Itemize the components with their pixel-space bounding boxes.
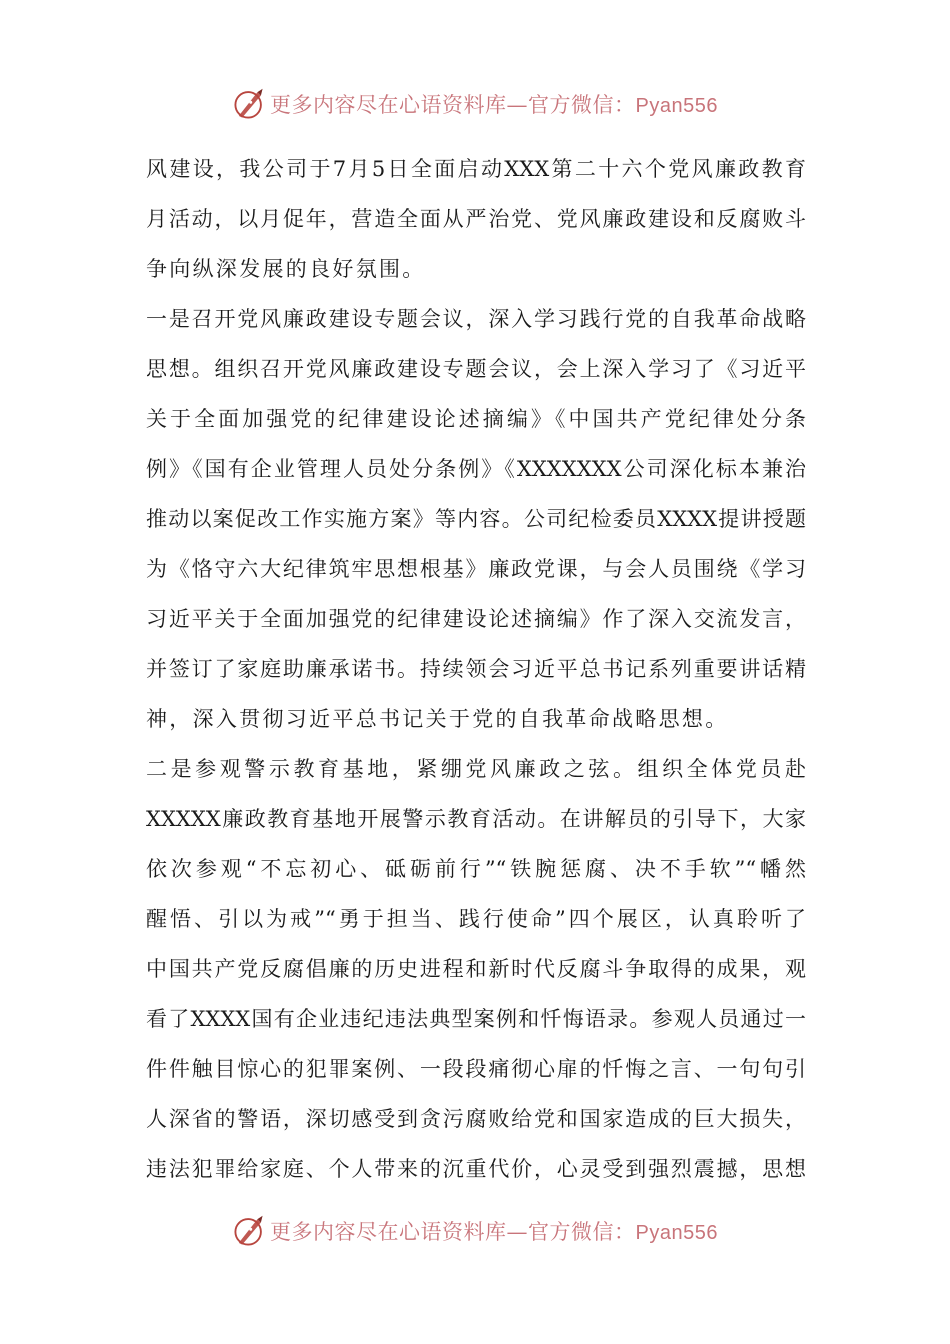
pen-nib-in-circle-icon	[232, 87, 266, 121]
text-line: 醒悟、引以为戒”“勇于担当、践行使命”四个展区，认真聆听了	[146, 907, 806, 931]
watermark-header	[0, 84, 950, 124]
text-line: 推动以案促改工作实施方案》等内容。公司纪检委员XXXX提讲授题	[146, 507, 806, 531]
pen-nib-in-circle-icon	[232, 1214, 266, 1248]
text-line: 件件触目惊心的犯罪案例、一段段痛彻心扉的忏悔之言、一句句引	[146, 1057, 806, 1081]
text-line: 关于全面加强党的纪律建设论述摘编》《中国共产党纪律处分条	[146, 407, 806, 431]
text-line: 为《恪守六大纪律筑牢思想根基》廉政党课，与会人员围绕《学习	[146, 557, 806, 581]
text-line: 月活动，以月促年，营造全面从严治党、党风廉政建设和反腐败斗	[146, 207, 806, 231]
text-line: 例》《国有企业管理人员处分条例》《XXXXXXX公司深化标本兼治	[146, 457, 806, 481]
document-body	[146, 147, 806, 1197]
watermark-text	[270, 1216, 718, 1246]
text-line: 依次参观“不忘初心、砥砺前行”“铁腕惩腐、决不手软”“幡然	[146, 857, 806, 881]
watermark-footer	[0, 1211, 950, 1251]
text-line: 争向纵深发展的良好氛围。	[146, 257, 426, 281]
text-line: 并签订了家庭助廉承诺书。持续领会习近平总书记系列重要讲话精	[146, 657, 806, 681]
text-line: 看了XXXX国有企业违纪违法典型案例和忏悔语录。参观人员通过一	[146, 1007, 806, 1031]
text-line: 神，深入贯彻习近平总书记关于党的自我革命战略思想。	[146, 707, 729, 731]
text-line: 二是参观警示教育基地，紧绷党风廉政之弦。组织全体党员赴	[146, 757, 806, 781]
text-line: 中国共产党反腐倡廉的历史进程和新时代反腐斗争取得的成果，观	[146, 957, 806, 981]
watermark-text-cn: 更多内容尽在心语资料库—官方微信：	[270, 1220, 636, 1244]
watermark-text	[270, 89, 718, 119]
text-line: 习近平关于全面加强党的纪律建设论述摘编》作了深入交流发言，	[146, 607, 806, 631]
text-line: 思想。组织召开党风廉政建设专题会议，会上深入学习了《习近平	[146, 357, 806, 381]
text-line: 违法犯罪给家庭、个人带来的沉重代价，心灵受到强烈震撼，思想	[146, 1157, 806, 1181]
text-line: XXXXX廉政教育基地开展警示教育活动。在讲解员的引导下，大家	[146, 807, 806, 831]
watermark-text-cn: 更多内容尽在心语资料库—官方微信：	[270, 93, 636, 117]
watermark-wechat-id: Pyan556	[635, 1222, 718, 1244]
watermark-wechat-id: Pyan556	[635, 95, 718, 117]
text-line: 人深省的警语，深切感受到贪污腐败给党和国家造成的巨大损失，	[146, 1107, 806, 1131]
text-line: 一是召开党风廉政建设专题会议，深入学习践行党的自我革命战略	[146, 307, 806, 331]
text-line: 风建设，我公司于7月5日全面启动XXX第二十六个党风廉政教育	[146, 157, 806, 181]
